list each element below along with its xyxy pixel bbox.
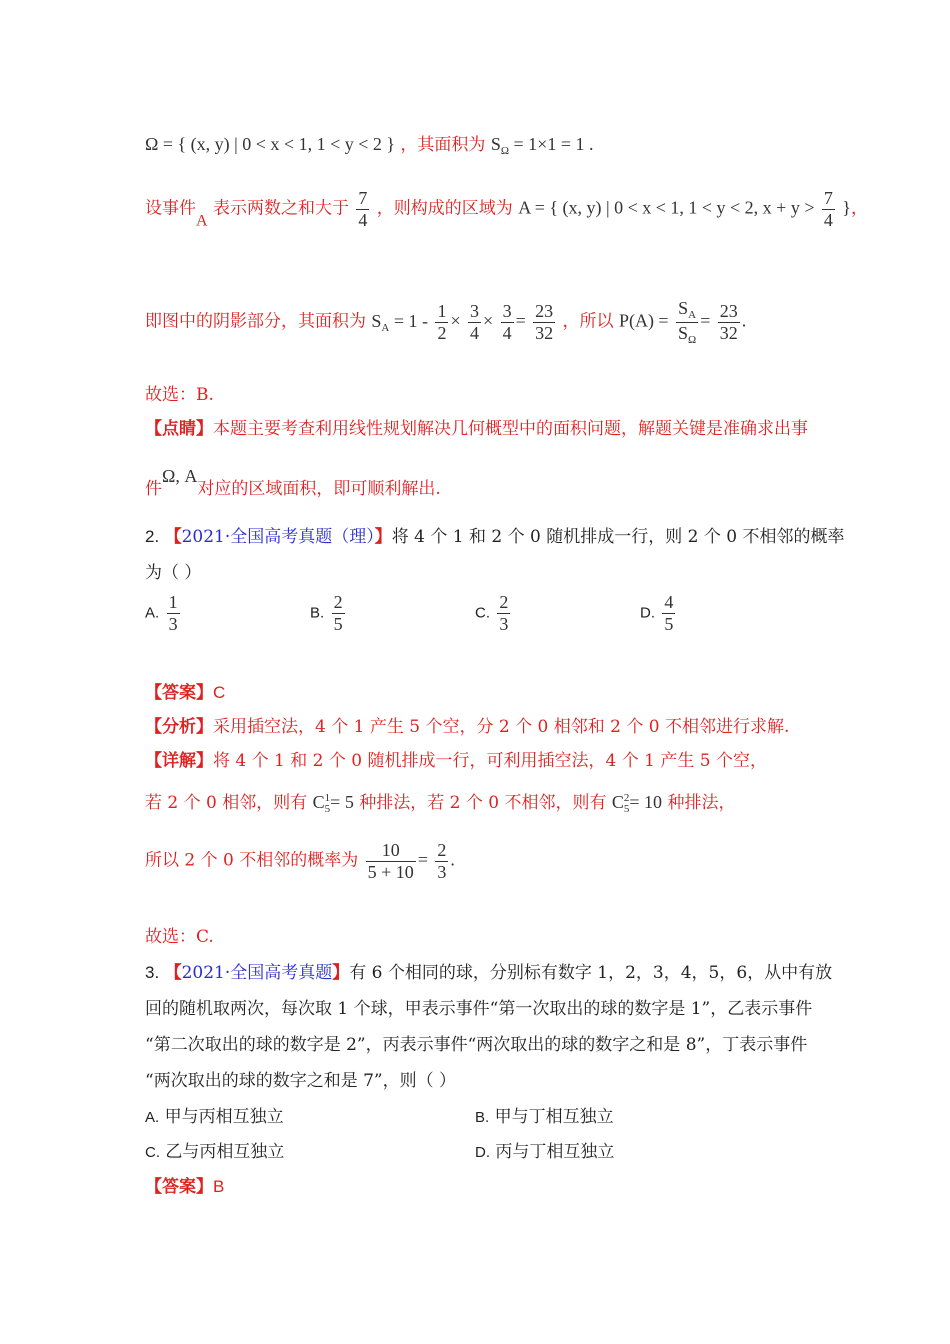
comment-text-2b: 对应的区域面积，即可顺利解出.	[197, 479, 441, 499]
omega-set: Ω = { (x, y) | 0 < x < 1, 1 < y < 2 }	[145, 134, 396, 154]
q2-answer-line	[145, 678, 225, 703]
q2-answer: C	[213, 683, 226, 702]
omega-area-text: ，其面积为	[400, 135, 486, 155]
q2-answer-tag: 【答案】	[145, 683, 213, 703]
pa-formula: P(A) =	[618, 310, 669, 331]
q2-option-d[interactable]: D. $\frac{4}{5}$	[640, 592, 674, 634]
q3-stem-2: 回的随机取两次，每次取 1 个球，甲表示事件“第一次取出的球的数字是 1”，乙表示事件	[145, 999, 813, 1019]
q3-stem-line-4	[145, 1066, 456, 1091]
pa-value-fraction: $\frac{23}{32}$	[719, 300, 738, 343]
omega-set-line	[145, 130, 594, 157]
comment-tag: 【点睛】	[145, 419, 213, 439]
q2-detail-3a: 所以 2 个 0 不相邻的概率为	[145, 850, 359, 871]
event-text-1: 设事件	[145, 198, 196, 219]
comment-math: Ω, A	[162, 466, 198, 486]
q2-source-open: 【	[164, 527, 182, 547]
q3-stem-line-2	[145, 994, 812, 1019]
event-set-end: }	[842, 197, 851, 218]
q2-stem-2: 为（ ）	[145, 563, 202, 583]
comment-text-2a: 件	[145, 479, 162, 499]
fraction-one-half: $\frac{1}{2}$	[437, 300, 447, 343]
q2-detail-line-1	[145, 746, 767, 771]
seven-fourths-fraction: $\frac{7}{4}$	[358, 188, 368, 230]
sa-formula: $S_A = 1$ -	[371, 310, 429, 334]
probability-result: $\frac{2}{3}$	[437, 840, 447, 882]
comment-line	[145, 414, 808, 439]
fraction-23-32: $\frac{23}{32}$	[535, 300, 554, 343]
q3-stem-3: “第二次取出的球的数字是 2”，丙表示事件“两次取出的球的数字之和是 8”，丁表示事件	[145, 1035, 808, 1055]
q3-option-d[interactable]: D. 丙与丁相互独立	[475, 1142, 615, 1162]
q2-number: 2.	[145, 527, 160, 546]
q3-answer-tag: 【答案】	[145, 1177, 213, 1197]
q2-stem-line-1	[145, 522, 845, 547]
combination-c52: C 2 5 = 10	[611, 791, 663, 815]
event-comma: ，	[850, 198, 868, 219]
comment-line-2	[145, 466, 441, 499]
q2-detail-1: 将 4 个 1 和 2 个 0 随机排成一行，可利用插空法，4 个 1 产生 5 个空，	[213, 751, 767, 771]
q3-answer-line	[145, 1172, 224, 1197]
q3-option-b[interactable]: B. 甲与丁相互独立	[475, 1107, 614, 1127]
pa-ratio-fraction: $\frac{S_A}{S_\Omega}$	[678, 298, 697, 346]
shade-text: 即图中的阴影部分，其面积为	[145, 311, 366, 332]
q2-detail-2c: 种排法，	[667, 793, 736, 813]
event-set: A = { (x, y) | 0 < x < 1, 1 < y < 2, x + y >	[518, 197, 815, 218]
q3-option-a[interactable]: A. 甲与丙相互独立	[145, 1107, 284, 1127]
q2-detail-2b: 种排法，若 2 个 0 不相邻，则有	[359, 793, 607, 813]
q3-number: 3.	[145, 963, 160, 982]
q2-source: 2021·全国高考真题（理）	[181, 527, 375, 547]
fraction-three-fourths-a: $\frac{3}{4}$	[470, 300, 479, 343]
q2-detail-line-3: 所以 2 个 0 不相邻的概率为 $\frac{10}{5 + 10}$ = $\frac{2}{3}$ .	[145, 840, 455, 882]
q2-detail-2a: 若 2 个 0 相邻，则有	[145, 793, 308, 813]
q2-detail-tag: 【详解】	[145, 751, 213, 771]
q3-source-open: 【	[164, 963, 182, 983]
answer-b: 故选：B.	[145, 385, 214, 405]
q2-analysis: 采用插空法，4 个 1 产生 5 个空，分 2 个 0 相邻和 2 个 0 不相邻进行求解.	[213, 717, 790, 737]
q3-stem-4: “两次取出的球的数字之和是 7”，则（ ）	[145, 1071, 457, 1091]
q2-stem-1: 将 4 个 1 和 2 个 0 随机排成一行，则 2 个 0 不相邻的概率	[391, 527, 845, 547]
q2-final-line	[145, 922, 214, 947]
event-a-symbol: A	[196, 212, 208, 230]
q2-final: 故选：C.	[145, 927, 214, 947]
q3-stem-line-3	[145, 1030, 807, 1055]
q3-source-close: 】	[332, 963, 350, 983]
q3-stem-1: 有 6 个相同的球，分别标有数字 1，2，3，4，5，6，从中有放	[349, 963, 833, 983]
q2-option-a[interactable]: A. $\frac{1}{3}$	[145, 592, 178, 634]
q3-answer: B	[213, 1177, 225, 1196]
shaded-area-line: 即图中的阴影部分，其面积为 $S_A = 1$ - $\frac{1}{2}$ × $\frac{3}{4}$ × $\frac{3}{4}$ = $\frac{23}{32}$ ，所以 P(A) = $\frac{S_A}{S_\Omega}$ = $\frac{23}{32}$ .	[145, 298, 747, 346]
q3-stem-line-1	[145, 958, 832, 983]
answer-b-line	[145, 380, 214, 405]
event-text-3: ，则构成的区域为	[376, 198, 513, 219]
combination-c51: C 1 5 = 5	[312, 791, 354, 815]
q2-analysis-line	[145, 712, 789, 737]
q3-source: 2021·全国高考真题	[181, 963, 333, 983]
event-text-2: 表示两数之和大于	[212, 198, 349, 219]
q2-option-b[interactable]: B. $\frac{2}{5}$	[310, 592, 343, 634]
event-a-line	[145, 188, 868, 231]
event-set-fraction: $\frac{7}{4}$	[823, 188, 833, 230]
q2-option-c[interactable]: C. $\frac{2}{3}$	[475, 592, 509, 634]
q2-analysis-tag: 【分析】	[145, 717, 213, 737]
fraction-three-fourths-b: $\frac{3}{4}$	[502, 300, 512, 343]
q2-stem-line-2	[145, 558, 201, 583]
q2-detail-line-2	[145, 788, 735, 815]
omega-area-formula: $S_\Omega = 1\times 1 = 1$ .	[490, 134, 594, 157]
so-text: ，所以	[562, 311, 614, 332]
q3-option-c[interactable]: C. 乙与丙相互独立	[145, 1142, 285, 1162]
comment-text: 本题主要考查利用线性规划解决几何概型中的面积问题，解题关键是准确求出事	[213, 419, 808, 439]
q2-source-close: 】	[374, 527, 392, 547]
probability-fraction: $\frac{10}{5 + 10}$	[367, 840, 414, 882]
